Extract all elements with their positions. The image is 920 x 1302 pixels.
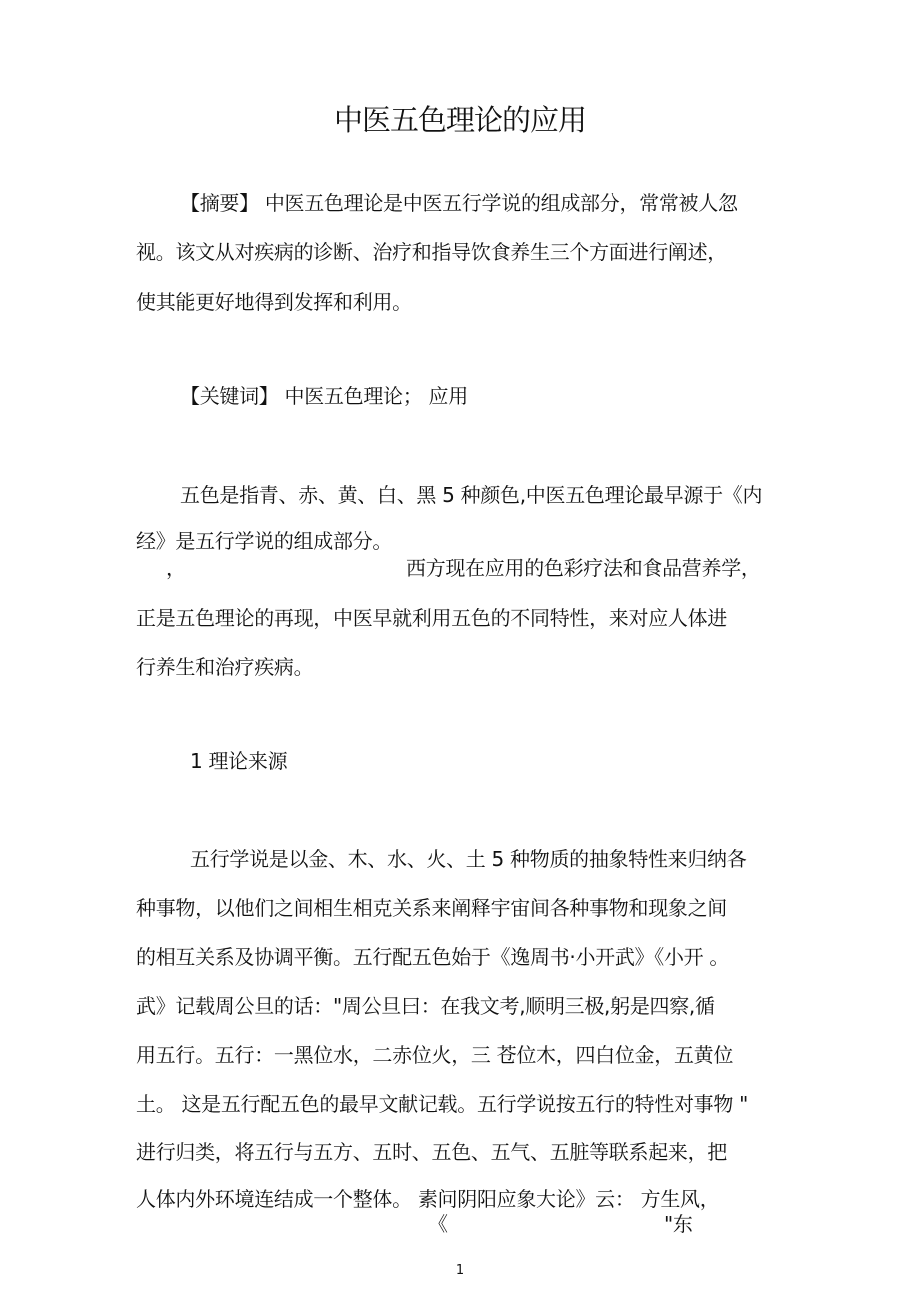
intro-line-1: 五色是指青、赤、黄、白、黑 5 种颜色,中医五色理论最早源于《内 (180, 483, 763, 507)
document-title: 中医五色理论的应用 (333, 103, 586, 137)
page-number: 1 (455, 1263, 465, 1278)
abstract-line-1: 【摘要】 中医五色理论是中医五行学说的组成部分，常常被人忽 (180, 191, 738, 215)
section1-open-bracket: 《 (428, 1212, 448, 1236)
intro-line-3: 西方现在应用的色彩疗法和食品营养学， (406, 556, 761, 580)
keywords-line: 【关键词】 中医五色理论； 应用 (180, 384, 468, 408)
section1-line-4: 武》记载周公旦的话："周公旦曰：在我文考,顺明三极,躬是四察,循 (136, 994, 715, 1018)
abstract-line-3: 使其能更好地得到发挥和利用。 (136, 290, 412, 314)
section-heading-theory-source: 1 理论来源 (190, 749, 288, 773)
section1-line-6: 土。 这是五行配五色的最早文献记载。五行学说按五行的特性对事物 " (136, 1092, 749, 1116)
intro-line-2: 经》是五行学说的组成部分。 (136, 529, 393, 553)
intro-line-4: 正是五色理论的再现，中医早就利用五色的不同特性，来对应人体进 (136, 606, 727, 630)
section1-line-7: 进行归类，将五行与五方、五时、五色、五气、五脏等联系起来，把 (136, 1140, 727, 1164)
section1-line-1: 五行学说是以金、木、水、火、土 5 种物质的抽象特性来归纳各 (190, 847, 747, 871)
section1-line-3: 的相互关系及协调平衡。五行配五色始于《逸周书·小开武》《小开 。 (136, 945, 730, 969)
section1-east-fragment: "东 (664, 1212, 693, 1236)
section1-line-5: 用五行。五行：一黑位水，二赤位火，三 苍位木，四白位金，五黄位 (136, 1043, 734, 1067)
abstract-line-2: 视。该文从对疾病的诊断、治疗和指导饮食养生三个方面进行阐述， (136, 240, 727, 264)
section1-line-8: 人体内外环境连结成一个整体。 素问阴阳应象大论》云： 方生风， (136, 1187, 720, 1211)
intro-comma-mark: ， (166, 556, 186, 580)
intro-line-5: 行养生和治疗疾病。 (136, 655, 314, 679)
section1-line-2: 种事物，以他们之间相生相克关系来阐释宇宙间各种事物和现象之间 (136, 896, 727, 920)
